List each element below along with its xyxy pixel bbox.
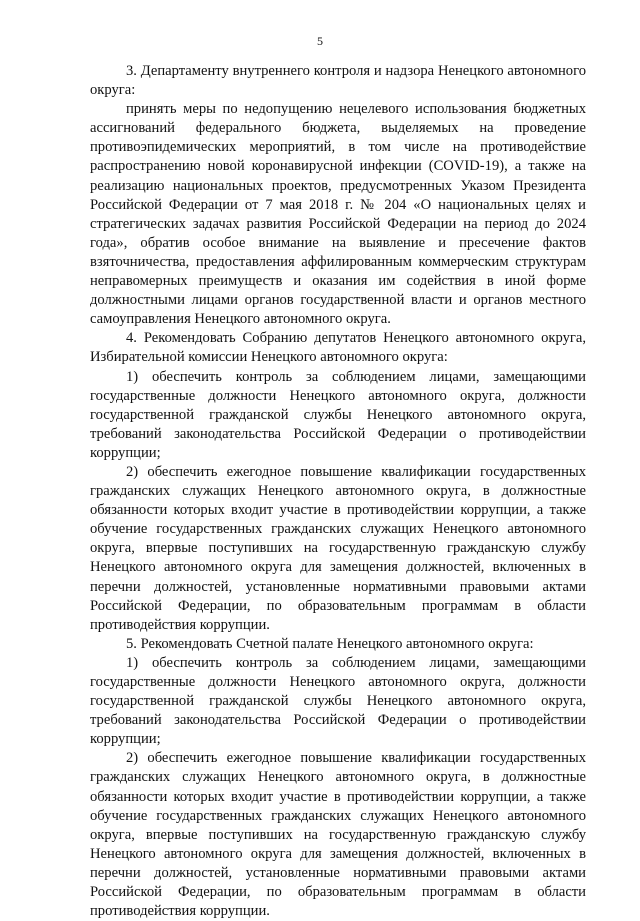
paragraph-section-4-item-2: 2) обеспечить ежегодное повышение квалификации государственных гражданских служащих Ненецкого автономного округа, в должностные обязанности которых входит участие в противодействии коррупции, а также обучение государственных гражданских служащих Ненецкого автономного округа, впервые поступивших на государственную гражданскую службу Ненецкого автономного округа для замещения должностей, включенных в перечни должностей, установленные нормативными правовыми актами Российской Федерации, по образовательным программам в области противодействия коррупции. [90,463,586,633]
page-number: 5 [317,34,323,48]
document-body [90,62,586,921]
paragraph-section-3: 3. Департаменту внутреннего контроля и надзора Ненецкого автономного округа: [90,63,586,99]
paragraph-section-5-item-2: 2) обеспечить ежегодное повышение квалификации государственных гражданских служащих Ненецкого автономного округа, в должностные обязанности которых входит участие в противодействии коррупции, а также обучение государственных гражданских служащих Ненецкого автономного округа, впервые поступивших на государственную гражданскую службу Ненецкого автономного округа для замещения должностей, включенных в перечни должностей, установленные нормативными правовыми актами Российской Федерации, по образовательным программам в области противодействия коррупции. [90,750,586,920]
paragraph-section-4-item-1: 1) обеспечить контроль за соблюдением лицами, замещающими государственные должности Ненецкого автономного округа, должности государственной гражданской службы Ненецкого автономного округа, требований законодательства Российской Федерации о противодействии коррупции; [90,368,586,461]
paragraph-section-3-text: принять меры по недопущению нецелевого использования бюджетных ассигнований федерального бюджета, выделяемых на проведение противоэпидемических мероприятий, в том числе на противодействие распространению новой коронавирусной инфекции (COVID-19), а также на реализацию национальных проектов, предусмотренных Указом Президента Российской Федерации от 7 мая 2018 г. № 204 «О национальных целях и стратегических задачах развития Российской Федерации на период до 2024 года», обратив особое внимание на выявление и пресечение фактов взяточничества, предоставления аффилированным коммерческим структурам неправомерных преимуществ и оказания им содействия в иной форме должностными лицами органов государственной власти и органов местного самоуправления Ненецкого автономного округа. [90,101,586,328]
paragraph-section-4: 4. Рекомендовать Собранию депутатов Ненецкого автономного округа, Избирательной комиссии Ненецкого автономного округа: [90,330,586,366]
paragraph-section-5-item-1: 1) обеспечить контроль за соблюдением лицами, замещающими государственные должности Ненецкого автономного округа, должности государственной гражданской службы Ненецкого автономного округа, требований законодательства Российской Федерации о противодействии коррупции; [90,654,586,748]
paragraph-section-5: 5. Рекомендовать Счетной палате Ненецкого автономного округа: [126,635,534,652]
